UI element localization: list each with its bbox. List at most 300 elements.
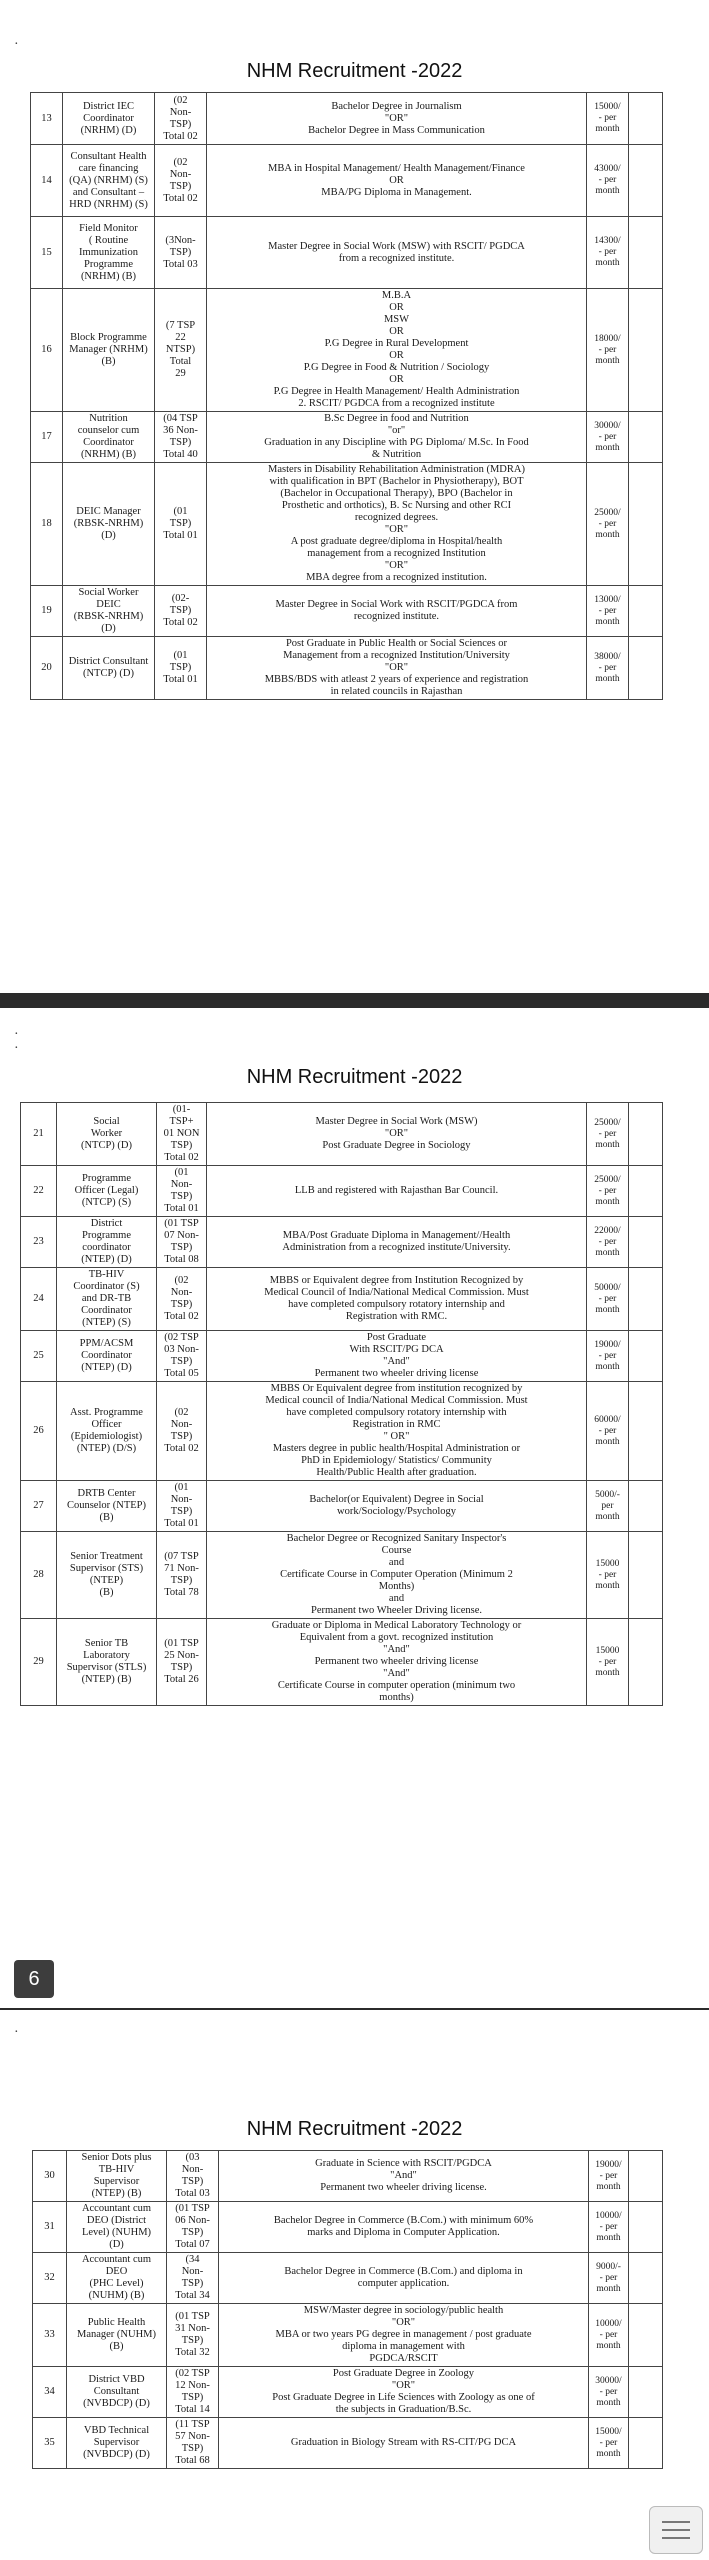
salary-cell-line: - per bbox=[598, 1236, 617, 1247]
post-name-cell-line: Coordinator (S) bbox=[73, 1281, 140, 1292]
post-name-cell-line: ( Routine bbox=[88, 234, 129, 246]
salary-cell-line: month bbox=[595, 529, 620, 540]
serial-number-cell: 18 bbox=[31, 463, 63, 586]
seats-cell-line: Total 07 bbox=[175, 2239, 210, 2250]
salary-cell bbox=[589, 2253, 629, 2304]
post-name-cell-line: DRTB Center bbox=[77, 1488, 136, 1499]
seats-cell-line: 12 Non- bbox=[175, 2380, 210, 2391]
empty-cell bbox=[629, 2151, 663, 2202]
qualification-cell-line: MBBS/BDS with atleast 2 years of experience and registration bbox=[264, 674, 529, 685]
post-name-cell-line: Programme bbox=[82, 1230, 131, 1241]
qualification-cell-line: have completed compulsory rotatory internship with bbox=[286, 1407, 507, 1418]
post-name-cell-line: Supervisor bbox=[93, 2176, 140, 2187]
post-name-cell bbox=[63, 93, 155, 145]
qualification-cell-line: marks and Diploma in Computer Application. bbox=[307, 2227, 500, 2238]
seats-cell-line: Total 01 bbox=[163, 674, 198, 685]
salary-cell bbox=[589, 2304, 629, 2367]
seats-cell bbox=[157, 1331, 207, 1382]
seats-cell-line: TSP) bbox=[181, 2443, 204, 2454]
qualification-cell-line: Months) bbox=[378, 1581, 415, 1592]
salary-cell-line: 25000/ bbox=[594, 1174, 621, 1185]
salary-cell-line: 9000/- bbox=[596, 2261, 621, 2272]
serial-number-cell: 34 bbox=[33, 2367, 67, 2418]
post-name-cell-line: Consultant bbox=[93, 2386, 140, 2397]
post-name-cell-line: Public Health bbox=[87, 2317, 146, 2328]
salary-cell-line: - per bbox=[598, 1425, 617, 1436]
post-name-cell-line: Programme bbox=[84, 258, 133, 270]
salary-cell-line: 43000/ bbox=[594, 164, 621, 174]
salary-cell bbox=[587, 586, 629, 637]
salary-cell bbox=[589, 2202, 629, 2253]
post-name-cell-line: Officer bbox=[91, 1419, 122, 1430]
empty-cell bbox=[629, 1481, 663, 1532]
seats-cell-line: Total 01 bbox=[164, 1203, 199, 1214]
post-name-cell bbox=[57, 1268, 157, 1331]
post-name-cell-line: and DR-TB bbox=[81, 1293, 132, 1304]
qualification-cell-line: Permanent two Wheeler Driving license. bbox=[311, 1605, 482, 1616]
qualification-cell-line: Permanent two wheeler driving license bbox=[314, 1368, 479, 1379]
qualification-cell-line: Bachelor Degree in Commerce (B.Com.) and diploma in bbox=[284, 2266, 523, 2277]
salary-cell-line: month bbox=[595, 616, 620, 627]
seats-cell-line: (01 TSP bbox=[175, 2203, 210, 2214]
serial-number-cell: 35 bbox=[33, 2418, 67, 2469]
post-name-cell bbox=[63, 289, 155, 412]
empty-cell bbox=[629, 1619, 663, 1706]
seats-cell-line: TSP) bbox=[170, 1575, 193, 1586]
post-name-cell-line: (RBSK-NRHM) bbox=[73, 518, 144, 529]
salary-cell bbox=[589, 2151, 629, 2202]
seats-cell-line: Total 02 bbox=[163, 192, 198, 204]
post-name-cell-line: counselor cum bbox=[77, 425, 140, 436]
salary-cell-line: - per bbox=[598, 1350, 617, 1361]
post-name-cell bbox=[57, 1166, 157, 1217]
seats-cell-line: 22 bbox=[175, 332, 186, 343]
qualification-cell-line: Master Degree in Social Work (MSW) bbox=[315, 1116, 478, 1127]
seats-cell-line: (02 TSP bbox=[164, 1332, 199, 1343]
seats-cell-line: Total 34 bbox=[175, 2290, 210, 2301]
seats-cell-line: TSP) bbox=[169, 246, 192, 258]
salary-cell-line: - per bbox=[598, 247, 617, 257]
post-name-cell-line: (B) bbox=[99, 1587, 114, 1598]
seats-cell-line: TSP) bbox=[170, 1191, 193, 1202]
post-name-cell-line: and Consultant – bbox=[72, 186, 145, 198]
qualification-cell-line: Masters in Disability Rehabilitation Administration (MDRA) bbox=[268, 464, 525, 475]
qualification-cell-line: Bachelor Degree or Recognized Sanitary Inspector's bbox=[286, 1533, 507, 1544]
post-name-cell-line: Senior Treatment bbox=[70, 1551, 143, 1562]
post-name-cell-line: Social bbox=[93, 1116, 120, 1127]
qualification-cell-line: With RSCIT/PG DCA bbox=[349, 1344, 444, 1355]
salary-cell-line: month bbox=[596, 2232, 621, 2243]
seats-cell-line: Total 03 bbox=[175, 2188, 210, 2199]
serial-number-cell: 21 bbox=[21, 1103, 57, 1166]
qualification-cell-line: Post Graduate in Public Health or Social Sciences or bbox=[285, 638, 508, 649]
salary-cell-line: - per bbox=[598, 431, 617, 442]
seats-cell bbox=[157, 1619, 207, 1706]
seats-cell-line: 06 Non- bbox=[175, 2215, 210, 2226]
salary-cell-line: month bbox=[596, 2397, 621, 2408]
post-name-cell-line: (Epidemiologist) bbox=[70, 1431, 143, 1442]
post-name-cell-line: (NTEP) (S) bbox=[82, 1317, 131, 1328]
salary-cell-line: - per bbox=[599, 2170, 618, 2181]
post-name-cell-line: (NTCP) (S) bbox=[81, 1197, 132, 1208]
post-name-cell-line: DEIC bbox=[96, 599, 121, 610]
table-row bbox=[33, 2367, 663, 2418]
post-name-cell-line: Manager (NRHM) bbox=[69, 344, 148, 355]
post-name-cell-line: Supervisor (STS) bbox=[69, 1563, 144, 1574]
salary-cell-line: month bbox=[595, 673, 620, 684]
post-name-cell-line: Officer (Legal) bbox=[74, 1185, 139, 1196]
table-row bbox=[33, 2202, 663, 2253]
seats-cell bbox=[167, 2367, 219, 2418]
post-name-cell-line: (NRHM) (B) bbox=[80, 270, 137, 282]
post-name-cell-line: (NTEP) bbox=[89, 1575, 124, 1586]
qualification-cell-line: 2. RSCIT/ PGDCA from a recognized institute bbox=[298, 398, 495, 409]
seats-cell-line: 57 Non- bbox=[175, 2431, 210, 2442]
seats-cell-line: (01 bbox=[174, 1167, 189, 1178]
post-name-cell-line: (D) bbox=[101, 530, 116, 541]
seats-cell-line: TSP) bbox=[169, 518, 192, 529]
post-name-cell-line: (NTEP) (B) bbox=[81, 1674, 132, 1685]
post-name-cell bbox=[57, 1481, 157, 1532]
empty-cell bbox=[629, 289, 663, 412]
post-name-cell-line: Nutrition bbox=[89, 413, 128, 424]
serial-number-cell: 28 bbox=[21, 1532, 57, 1619]
salary-cell bbox=[589, 2418, 629, 2469]
seats-cell-line: (03 bbox=[185, 2152, 200, 2163]
serial-number-cell: 33 bbox=[33, 2304, 67, 2367]
salary-cell-line: month bbox=[595, 124, 620, 134]
seats-cell-line: (02 bbox=[173, 156, 188, 168]
post-name-cell-line: coordinator bbox=[82, 1242, 131, 1253]
post-name-cell bbox=[67, 2202, 167, 2253]
salary-cell-line: month bbox=[595, 258, 620, 268]
seats-cell-line: Total 14 bbox=[175, 2404, 210, 2415]
salary-cell-line: - per bbox=[599, 2386, 618, 2397]
seats-cell-line: TSP) bbox=[170, 1299, 193, 1310]
salary-cell-line: - per bbox=[599, 2221, 618, 2232]
post-name-cell bbox=[57, 1103, 157, 1166]
table-row bbox=[33, 2253, 663, 2304]
qualification-cell bbox=[207, 1532, 587, 1619]
seats-cell-line: TSP) bbox=[181, 2278, 204, 2289]
salary-cell bbox=[587, 289, 629, 412]
post-name-cell-line: HRD (NRHM) (S) bbox=[69, 198, 148, 210]
seats-cell-line: TSP+ bbox=[169, 1116, 194, 1127]
qualification-cell-line: MBA/PG Diploma in Management. bbox=[321, 186, 472, 198]
salary-cell-line: month bbox=[595, 1511, 620, 1522]
salary-cell bbox=[587, 637, 629, 700]
salary-cell bbox=[587, 1619, 629, 1706]
seats-cell-line: TSP) bbox=[169, 118, 192, 130]
seats-cell-line: TSP) bbox=[170, 1356, 193, 1367]
qualification-cell-line: Permanent two wheeler driving license bbox=[314, 1656, 479, 1667]
post-name-cell-line: Senior TB bbox=[84, 1638, 129, 1649]
qualification-cell-line: Administration from a recognized institute/University. bbox=[282, 1242, 511, 1253]
qualification-cell-line: Graduate in Science with RSCIT/PGDCA bbox=[315, 2158, 492, 2169]
post-name-cell bbox=[57, 1619, 157, 1706]
salary-cell-line: - per bbox=[598, 1656, 617, 1667]
post-name-cell-line: Counselor (NTEP) bbox=[66, 1500, 147, 1511]
seats-cell-line: TSP) bbox=[169, 662, 192, 673]
hamburger-icon[interactable] bbox=[649, 2506, 703, 2554]
qualification-cell-line: "And" bbox=[383, 1644, 410, 1655]
post-name-cell-line: PPM/ACSM bbox=[79, 1338, 134, 1349]
qualification-cell-line: and bbox=[388, 1593, 405, 1604]
recruitment-table bbox=[20, 1102, 663, 1706]
salary-cell-line: 10000/ bbox=[595, 2318, 622, 2329]
post-name-cell-line: (NTEP) (B) bbox=[91, 2188, 142, 2199]
salary-cell-line: 60000/ bbox=[594, 1414, 621, 1425]
salary-cell-line: 50000/ bbox=[594, 1282, 621, 1293]
salary-cell-line: month bbox=[595, 1361, 620, 1372]
qualification-cell-line: Permanent two wheeler driving license. bbox=[320, 2182, 487, 2193]
seats-cell bbox=[167, 2151, 219, 2202]
serial-number-cell: 14 bbox=[31, 145, 63, 217]
post-name-cell bbox=[67, 2418, 167, 2469]
seats-cell-line: TSP) bbox=[169, 437, 192, 448]
seats-cell bbox=[157, 1166, 207, 1217]
qualification-cell bbox=[219, 2253, 589, 2304]
salary-cell-line: 10000/ bbox=[595, 2210, 622, 2221]
salary-cell-line: 19000/ bbox=[595, 2159, 622, 2170]
qualification-cell-line: diploma in management with bbox=[342, 2341, 465, 2352]
seats-cell bbox=[157, 1532, 207, 1619]
page-title: NHM Recruitment -2022 bbox=[246, 2118, 463, 2140]
salary-cell-line: - per bbox=[598, 113, 617, 123]
empty-cell bbox=[629, 2418, 663, 2469]
post-name-cell bbox=[63, 586, 155, 637]
qualification-cell-line: Master Degree in Social Work (MSW) with RSCIT/ PGDCA bbox=[268, 240, 525, 252]
post-name-cell-line: (PHC Level) bbox=[89, 2278, 144, 2289]
serial-number-cell: 20 bbox=[31, 637, 63, 700]
seats-cell-line: (01 bbox=[173, 506, 188, 517]
salary-cell-line: 25000/ bbox=[594, 507, 621, 518]
qualification-cell bbox=[207, 1166, 587, 1217]
salary-cell-line: 14300/ bbox=[594, 236, 621, 246]
seats-cell bbox=[157, 1382, 207, 1481]
qualification-cell-line: "OR" bbox=[391, 2380, 416, 2391]
post-name-cell-line: Accountant cum bbox=[81, 2203, 152, 2214]
post-name-cell-line: Level) (NUHM) bbox=[81, 2227, 152, 2238]
qualification-cell bbox=[219, 2367, 589, 2418]
seats-cell bbox=[155, 412, 207, 463]
seats-cell bbox=[167, 2304, 219, 2367]
seats-cell-line: (01 bbox=[173, 650, 188, 661]
table-row bbox=[33, 2304, 663, 2367]
seats-cell-line: Total 05 bbox=[164, 1368, 199, 1379]
seats-cell-line: Non- bbox=[181, 2266, 204, 2277]
seats-cell-line: Non- bbox=[170, 1419, 193, 1430]
qualification-cell-line: Registration with RMC. bbox=[345, 1311, 448, 1322]
qualification-cell-line: (Bachelor in Occupational Therapy), BPO (Bachelor in bbox=[280, 488, 513, 499]
empty-cell bbox=[629, 1382, 663, 1481]
qualification-cell-line: B.Sc Degree in food and Nutrition bbox=[324, 413, 469, 424]
salary-cell-line: - per bbox=[599, 2329, 618, 2340]
salary-cell-line: month bbox=[596, 2181, 621, 2192]
seats-cell-line: (02 bbox=[173, 94, 188, 106]
post-name-cell-line: (NTEP) (D) bbox=[81, 1254, 132, 1265]
qualification-cell-line: Graduate or Diploma in Medical Laboratory Technology or bbox=[271, 1620, 522, 1631]
seats-cell-line: Total 02 bbox=[164, 1152, 199, 1163]
post-name-cell-line: Coordinator bbox=[83, 112, 134, 124]
salary-cell bbox=[587, 1268, 629, 1331]
salary-cell-line: 15000/ bbox=[594, 102, 621, 112]
seats-cell bbox=[157, 1217, 207, 1268]
empty-cell bbox=[629, 93, 663, 145]
seats-cell-line: Total 02 bbox=[163, 130, 198, 142]
qualification-cell bbox=[219, 2202, 589, 2253]
seats-cell-line: Total 68 bbox=[175, 2455, 210, 2466]
salary-cell-line: month bbox=[595, 186, 620, 196]
post-name-cell-line: District bbox=[90, 1218, 123, 1229]
recruitment-table bbox=[30, 92, 663, 700]
seats-cell-line: Total 78 bbox=[164, 1587, 199, 1598]
salary-cell bbox=[587, 1382, 629, 1481]
salary-cell-line: month bbox=[596, 2448, 621, 2459]
empty-cell bbox=[629, 2202, 663, 2253]
salary-cell-line: 38000/ bbox=[594, 651, 621, 662]
salary-cell bbox=[587, 1481, 629, 1532]
qualification-cell-line: Post Graduate Degree in Life Sciences with Zoology as one of bbox=[272, 2392, 535, 2403]
seats-cell-line: NTSP) bbox=[165, 344, 196, 355]
qualification-cell-line: Post Graduate Degree in Sociology bbox=[322, 1140, 471, 1151]
seats-cell-line: (02 bbox=[174, 1407, 189, 1418]
margin-marks: · bbox=[14, 37, 19, 52]
table-row bbox=[31, 586, 663, 637]
post-name-cell-line: (NTEP) (D) bbox=[81, 1362, 132, 1373]
post-name-cell-line: DEO (District bbox=[86, 2215, 147, 2226]
salary-cell-line: 19000/ bbox=[594, 1339, 621, 1350]
empty-cell bbox=[629, 1217, 663, 1268]
post-name-cell-line: (NVBDCP) (D) bbox=[83, 2398, 150, 2409]
table-row bbox=[31, 463, 663, 586]
salary-cell bbox=[587, 1532, 629, 1619]
post-name-cell-line: (NTEP) (D/S) bbox=[76, 1443, 137, 1454]
qualification-cell-line: & Nutrition bbox=[371, 449, 422, 460]
empty-cell bbox=[629, 145, 663, 217]
qualification-cell-line: management from a recognized Institution bbox=[307, 548, 486, 559]
empty-cell bbox=[629, 1103, 663, 1166]
table-row bbox=[21, 1331, 663, 1382]
empty-cell bbox=[629, 1331, 663, 1382]
seats-cell-line: (3Non- bbox=[165, 234, 196, 246]
post-name-cell-line: (D) bbox=[109, 2239, 124, 2250]
seats-cell-line: 25 Non- bbox=[164, 1650, 199, 1661]
salary-cell bbox=[587, 1331, 629, 1382]
qualification-cell-line: Bachelor Degree in Journalism bbox=[331, 100, 462, 112]
post-name-cell bbox=[67, 2151, 167, 2202]
qualification-cell bbox=[219, 2151, 589, 2202]
seats-cell-line: (11 TSP bbox=[175, 2419, 210, 2430]
table-row bbox=[21, 1532, 663, 1619]
qualification-cell-line: "or" bbox=[387, 425, 406, 436]
post-name-cell-line: District VBD bbox=[88, 2374, 145, 2385]
post-name-cell-line: Senior Dots plus bbox=[81, 2152, 152, 2163]
seats-cell-line: (07 TSP bbox=[164, 1551, 199, 1562]
seats-cell bbox=[155, 145, 207, 217]
qualification-cell-line: the subjects in Graduation/B.Sc. bbox=[335, 2404, 472, 2415]
qualification-cell bbox=[219, 2418, 589, 2469]
seats-cell-line: 36 Non- bbox=[163, 425, 198, 436]
seats-cell-line: TSP) bbox=[170, 1140, 193, 1151]
qualification-cell-line: Management from a recognized Institution/University bbox=[283, 650, 510, 661]
post-name-cell-line: Immunization bbox=[79, 246, 138, 258]
empty-cell bbox=[629, 412, 663, 463]
post-name-cell bbox=[57, 1331, 157, 1382]
qualification-cell bbox=[207, 289, 587, 412]
serial-number-cell: 32 bbox=[33, 2253, 67, 2304]
salary-cell-line: month bbox=[595, 1667, 620, 1678]
qualification-cell-line: Bachelor Degree in Commerce (B.Com.) with minimum 60% bbox=[273, 2215, 534, 2226]
salary-cell bbox=[587, 145, 629, 217]
post-name-cell-line: VBD Technical bbox=[83, 2425, 150, 2436]
qualification-cell-line: OR bbox=[389, 374, 404, 385]
seats-cell bbox=[155, 217, 207, 289]
table-row bbox=[21, 1217, 663, 1268]
post-name-cell-line: Asst. Programme bbox=[70, 1407, 143, 1418]
seats-cell-line: Total 08 bbox=[164, 1254, 199, 1265]
seats-cell-line: TSP) bbox=[170, 1242, 193, 1253]
qualification-cell-line: MBA/Post Graduate Diploma in Management//Health bbox=[282, 1230, 511, 1241]
qualification-cell-line: Registration in RMC bbox=[352, 1419, 441, 1430]
qualification-cell-line: P.G Degree in Food & Nutrition / Sociology bbox=[303, 362, 490, 373]
qualification-cell-line: OR bbox=[389, 326, 404, 337]
salary-cell-line: 15000/ bbox=[595, 2426, 622, 2437]
post-name-cell-line: Coordinator bbox=[81, 1305, 132, 1316]
qualification-cell bbox=[207, 412, 587, 463]
post-name-cell-line: Manager (NUHM) bbox=[76, 2329, 157, 2340]
salary-cell-line: - per bbox=[598, 175, 617, 185]
seats-cell-line: TSP) bbox=[181, 2176, 204, 2187]
qualification-cell-line: MBBS or Equivalent degree from Institution Recognized by bbox=[269, 1275, 524, 1286]
page-number-badge: 6 bbox=[14, 1960, 54, 1998]
serial-number-cell: 30 bbox=[33, 2151, 67, 2202]
post-name-cell-line: (B) bbox=[99, 1512, 114, 1523]
qualification-cell-line: "And" bbox=[390, 2170, 417, 2181]
post-name-cell bbox=[63, 217, 155, 289]
qualification-cell bbox=[207, 145, 587, 217]
qualification-cell-line: Certificate Course in Computer Operation (Minimum 2 bbox=[280, 1569, 513, 1580]
seats-cell-line: (01 TSP bbox=[175, 2311, 210, 2322]
empty-cell bbox=[629, 1166, 663, 1217]
seats-cell-line: Non- bbox=[169, 168, 192, 180]
seats-cell-line: TSP) bbox=[170, 1662, 193, 1673]
salary-cell-line: per bbox=[601, 1500, 614, 1511]
salary-cell-line: month bbox=[595, 1436, 620, 1447]
qualification-cell-line: "OR" bbox=[384, 1128, 409, 1139]
salary-cell-line: - per bbox=[598, 1185, 617, 1196]
empty-cell bbox=[629, 637, 663, 700]
seats-cell-line: 03 Non- bbox=[164, 1344, 199, 1355]
qualification-cell-line: Prosthetic and orthotics), B. Sc Nursing and other RCI bbox=[281, 500, 512, 511]
seats-cell-line: (01 TSP bbox=[164, 1218, 199, 1229]
post-name-cell-line: District Consultant bbox=[68, 656, 149, 667]
seats-cell-line: Total 03 bbox=[163, 258, 198, 270]
serial-number-cell: 16 bbox=[31, 289, 63, 412]
seats-cell-line: TSP) bbox=[170, 1506, 193, 1517]
post-name-cell-line: (NUHM) (B) bbox=[88, 2290, 145, 2301]
seats-cell bbox=[157, 1268, 207, 1331]
table-row bbox=[31, 93, 663, 145]
salary-cell-line: - per bbox=[598, 1569, 617, 1580]
empty-cell bbox=[629, 217, 663, 289]
salary-cell-line: 30000/ bbox=[594, 420, 621, 431]
qualification-cell bbox=[207, 1619, 587, 1706]
salary-cell bbox=[589, 2367, 629, 2418]
seats-cell-line: Total bbox=[169, 356, 192, 367]
seats-cell bbox=[155, 93, 207, 145]
qualification-cell-line: PhD in Epidemiology/ Statistics/ Community bbox=[301, 1455, 492, 1466]
